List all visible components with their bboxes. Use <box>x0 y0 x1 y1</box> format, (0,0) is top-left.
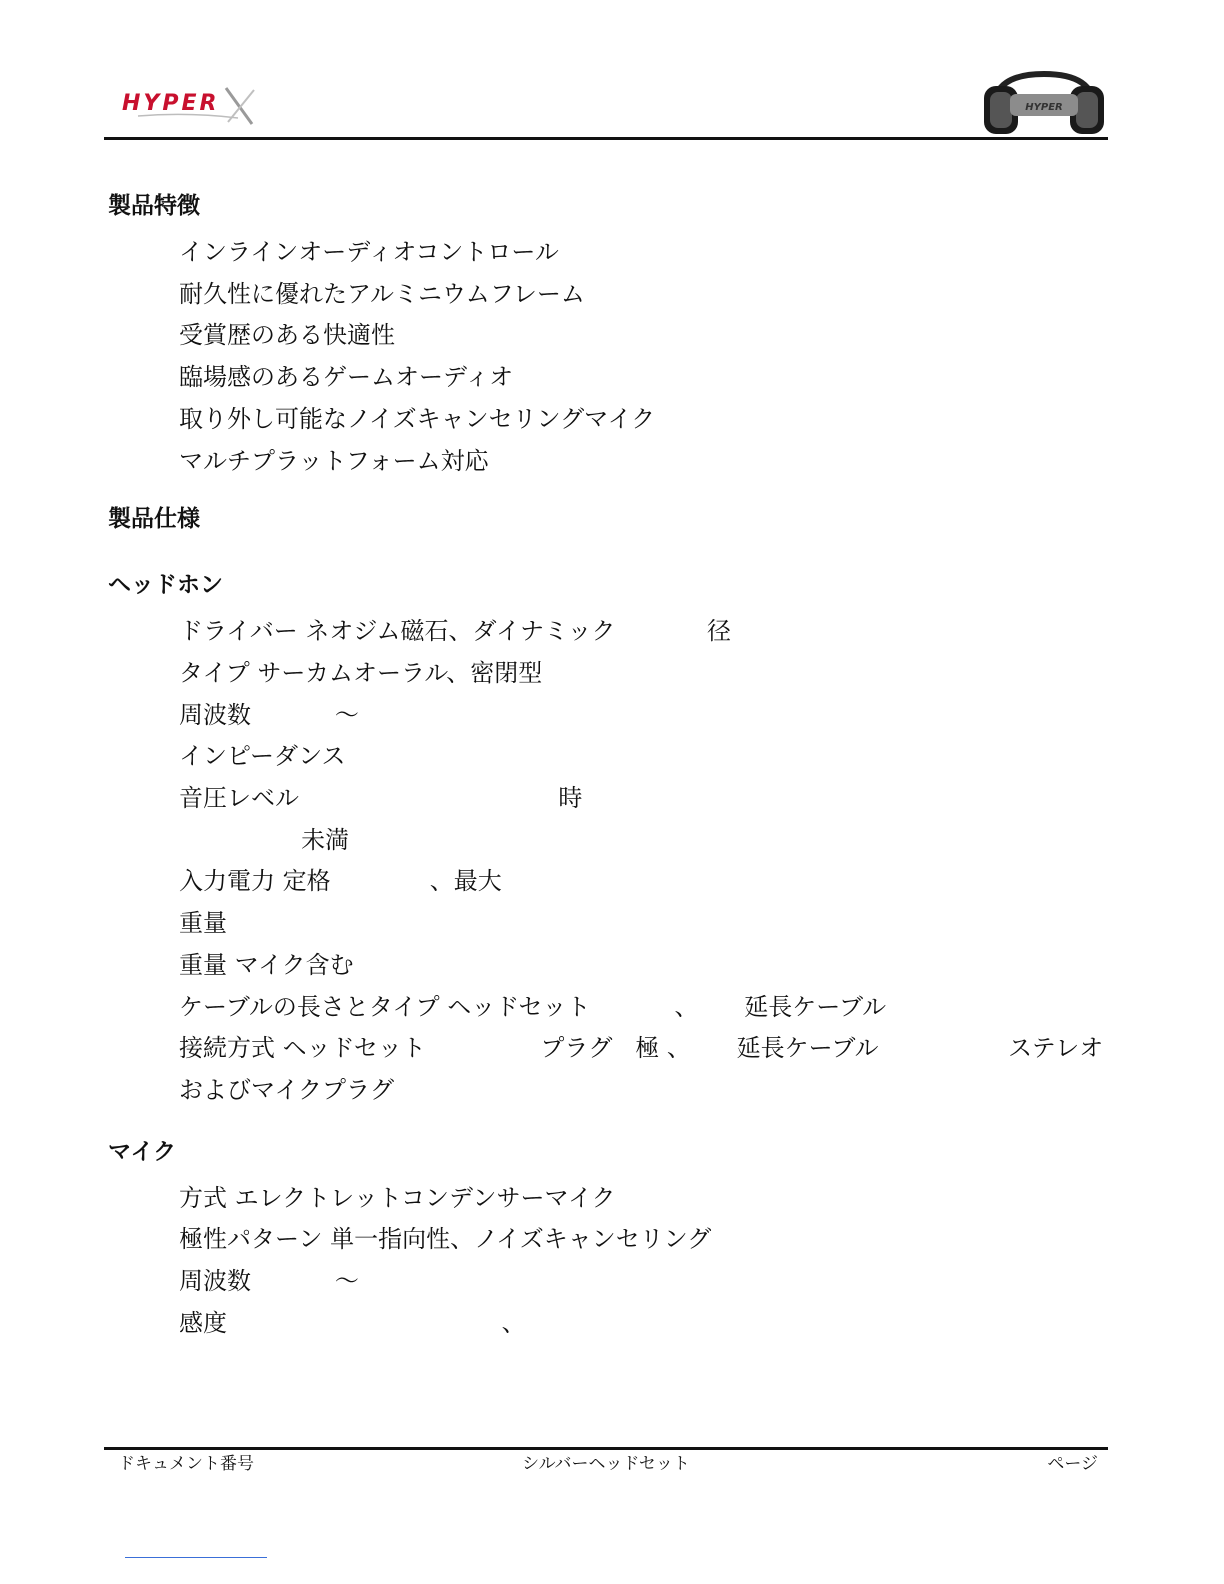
section-title-specs: 製品仕様 <box>108 506 200 533</box>
section-title-headphone: ヘッドホン <box>108 572 223 599</box>
feature-item: 取り外し可能なノイズキャンセリングマイク <box>179 404 656 433</box>
spec-line: 周波数 〜 <box>179 1267 359 1296</box>
spec-line: 未満 <box>179 825 350 854</box>
spec-line: 方式 エレクトレットコンデンサーマイク <box>179 1183 616 1212</box>
footer-product-name: シルバーヘッドセット <box>522 1454 690 1474</box>
spec-line: 重量 <box>179 909 227 938</box>
footer-document-number: ドキュメント番号 <box>118 1454 254 1474</box>
spec-line: インピーダンス <box>179 742 346 771</box>
headset-icon <box>980 68 1108 138</box>
document-body <box>108 190 1108 1344</box>
feature-item: 受賞歴のある快適性 <box>179 321 395 350</box>
spec-line: タイプ サーカムオーラル、密閉型 <box>179 658 543 687</box>
section-title-features: 製品特徴 <box>108 193 200 219</box>
features-list <box>108 232 1108 482</box>
link-underline <box>125 1557 267 1558</box>
section-title-mic: マイク <box>108 1138 177 1165</box>
feature-item: 耐久性に優れたアルミニウムフレーム <box>179 279 585 308</box>
hyperx-logo-icon <box>118 82 268 130</box>
page-header <box>104 60 1108 140</box>
spec-line: ドライバー ネオジム磁石、ダイナミック 径 <box>179 617 732 646</box>
footer-divider <box>104 1447 1108 1450</box>
spec-line: 音圧レベル 時 <box>179 784 583 813</box>
feature-item: マルチプラットフォーム対応 <box>179 446 489 475</box>
headset-image <box>980 68 1108 138</box>
feature-item: 臨場感のあるゲームオーディオ <box>179 363 514 392</box>
footer-page-label: ページ <box>1047 1454 1098 1474</box>
header-divider <box>104 137 1108 140</box>
spec-line: およびマイクプラグ <box>179 1075 395 1104</box>
feature-item: インラインオーディオコントロール <box>179 238 559 266</box>
spec-line: 接続方式 ヘッドセット プラグ 極 、 延長ケーブル ステレオ <box>179 1034 1104 1063</box>
page-footer <box>104 1452 1108 1476</box>
spec-line: 入力電力 定格 、最大 <box>179 867 502 896</box>
spec-line: 周波数 〜 <box>179 700 359 729</box>
mic-spec-list <box>108 1178 1108 1345</box>
svg-text:HYPER: HYPER <box>122 91 220 116</box>
headphone-spec-list <box>108 611 1108 1111</box>
spec-line: 感度 、 <box>179 1308 526 1337</box>
spec-line: 極性パターン 単一指向性、ノイズキャンセリング <box>179 1225 712 1254</box>
spec-line: 重量 マイク含む <box>179 950 354 979</box>
svg-text:HYPER: HYPER <box>1025 102 1063 113</box>
hyperx-logo <box>118 82 268 130</box>
spec-line: ケーブルの長さとタイプ ヘッドセット 、 延長ケーブル <box>179 992 887 1021</box>
